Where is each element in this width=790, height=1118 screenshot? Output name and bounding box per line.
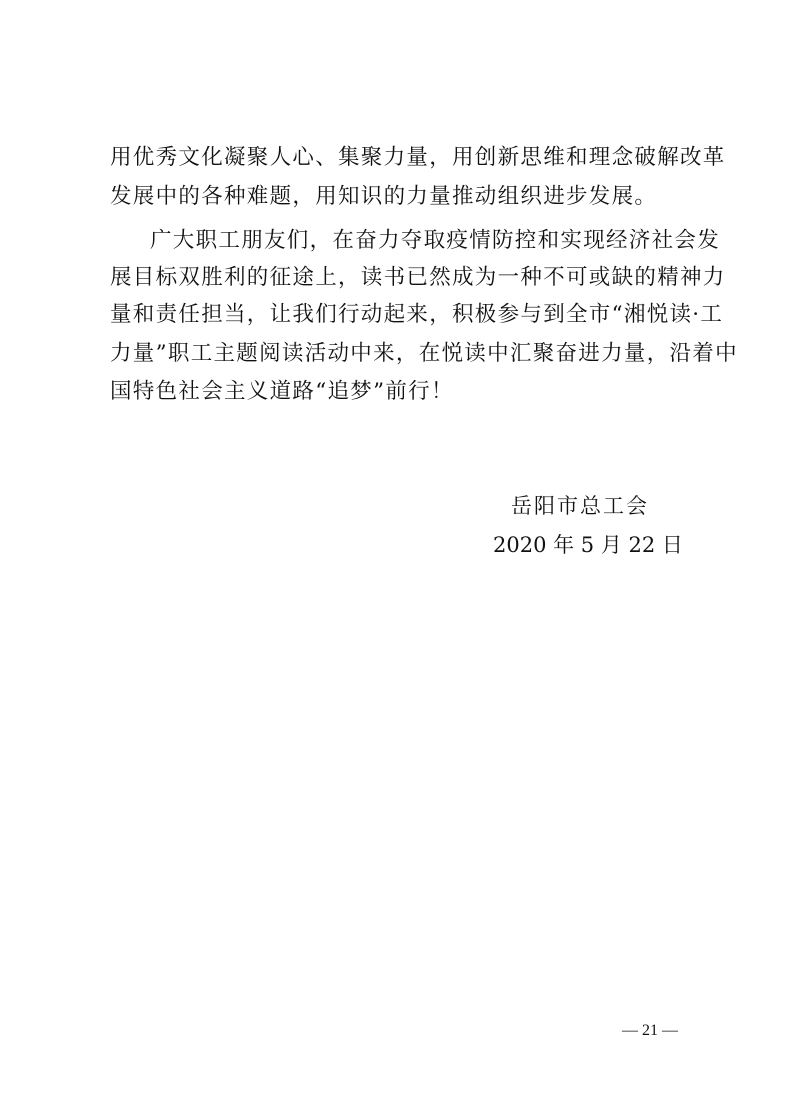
signature-date: 2020 年 5 月 22 日 (493, 533, 683, 557)
page-number: — 21 — (622, 1022, 678, 1039)
paragraph-2-line-2: 展目标双胜利的征途上，读书已然成为一种不可或缺的精神力 (110, 265, 726, 290)
paragraph-2-line-1: 广大职工朋友们，在奋力夺取疫情防控和实现经济社会发 (150, 228, 721, 253)
paragraph-2-line-3: 量和责任担当，让我们行动起来，积极参与到全市“湘悦读·工 (110, 302, 724, 327)
signature-organization: 岳阳市总工会 (511, 494, 649, 518)
paragraph-1-line-1: 用优秀文化凝聚人心、集聚力量，用创新思维和理念破解改革 (110, 145, 726, 170)
paragraph-1-line-2: 发展中的各种难题，用知识的力量推动组织进步发展。 (110, 184, 658, 209)
paragraph-2-line-4: 力量”职工主题阅读活动中来，在悦读中汇聚奋进力量，沿着中 (110, 341, 738, 366)
paragraph-2-line-5: 国特色社会主义道路“追梦”前行！ (110, 379, 454, 404)
